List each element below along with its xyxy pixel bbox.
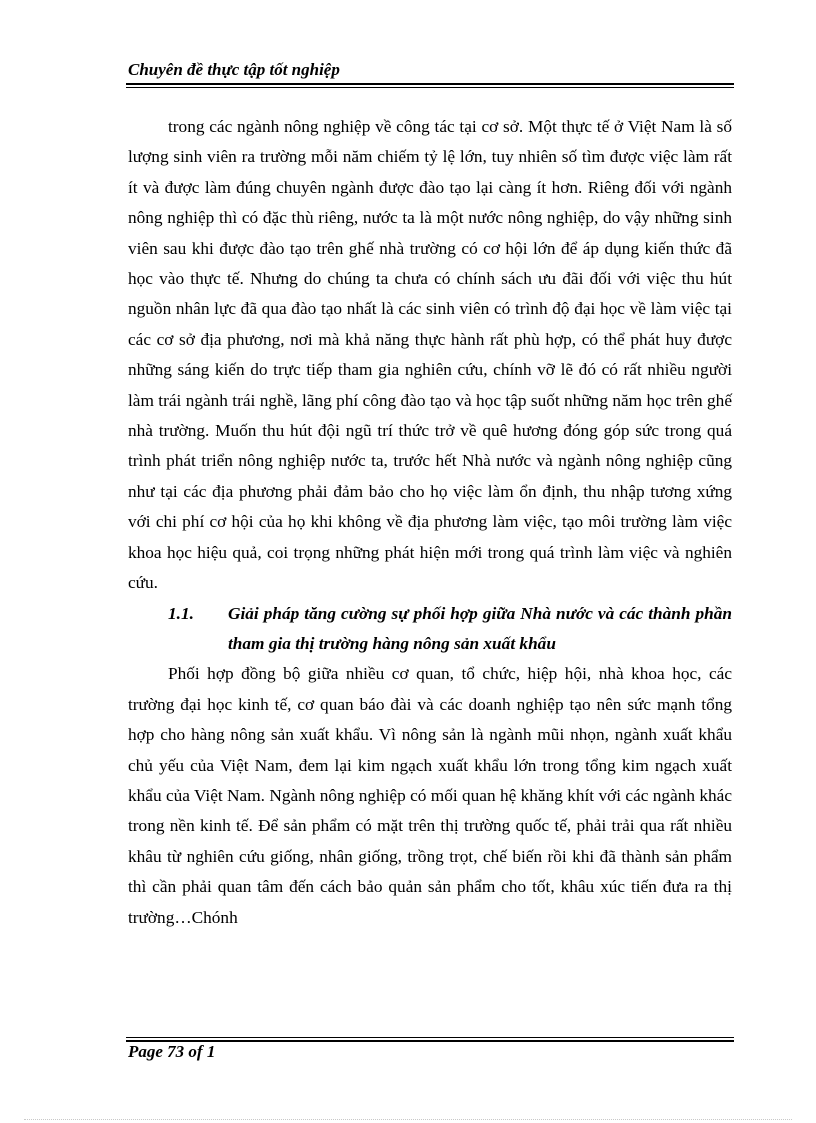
page-header-title: Chuyên đề thực tập tốt nghiệp <box>128 60 340 79</box>
header-rule <box>126 83 734 88</box>
page-bottom-border <box>24 1119 792 1120</box>
footer-rule <box>126 1037 734 1042</box>
section-number: 1.1. <box>168 603 194 623</box>
section-title: Giải pháp tăng cường sự phối hợp giữa Nhà nước và các thành phần tham gia thị trường hàng nông sản xuất khẩu <box>228 603 732 653</box>
page-number-footer: Page 73 of 1 <box>128 1042 216 1061</box>
section-heading <box>128 599 732 660</box>
body-paragraph: Phối hợp đồng bộ giữa nhiều cơ quan, tổ chức, hiệp hội, nhà khoa học, các trường đại học kinh tế, cơ quan báo đài và các doanh nghiệp tạo nên sức mạnh tổng hợp cho hàng nông sản xuất khẩu. Vì nông sản là ngành mũi nhọn, ngành xuất khẩu chủ yếu của Việt Nam, đem lại kim ngạch xuất khẩu lớn trong tổng kim ngạch xuất khẩu của Việt Nam. Ngành nông nghiệp có mối quan hệ khăng khít với các ngành khác trong nền kinh tế. Để sản phẩm có mặt trên thị trường quốc tế, phải trải qua rất nhiều khâu từ nghiên cứu giống, nhân giống, trồng trọt, chế biến rồi khi đã thành sản phẩm thì cần phải quan tâm đến cách bảo quản sản phẩm cho tốt, khâu xúc tiến đưa ra thị trường…Chónh <box>128 664 732 927</box>
body-paragraph: trong các ngành nông nghiệp về công tác tại cơ sở. Một thực tế ở Việt Nam là số lượng sinh viên ra trường mỗi năm chiếm tỷ lệ lớn, tuy nhiên số tìm được việc làm rất ít và được làm đúng chuyên ngành được đào tạo lại càng ít hơn. Riêng đối với ngành nông nghiệp thì có đặc thù riêng, nước ta là một nước nông nghiệp, do vậy những sinh viên sau khi được đào tạo trên ghế nhà trường có cơ hội lớn để áp dụng kiến thức đã học vào thực tế. Nhưng do chúng ta chưa có chính sách ưu đãi đối với việc thu hút nguồn nhân lực đã qua đào tạo nhất là các sinh viên có trình độ đại học về làm việc tại các cơ sở địa phương, nơi mà khả năng thực hành rất phù hợp, có thể phát huy được những sáng kiến do trực tiếp tham gia nghiên cứu, chính vỡ lẽ đó có rất nhiều người làm trái ngành trái nghề, lãng phí công đào tạo và học tập suốt những năm học trên ghế nhà trường. Muốn thu hút đội ngũ trí thức trở về quê hương đóng góp sức trong quá trình phát triển nông nghiệp nước ta, trước hết Nhà nước và ngành nông nghiệp cũng như tại các địa phương phải đảm bảo cho họ việc làm ổn định, thu nhập tương xứng với chi phí cơ hội của họ khi không về địa phương làm việc, tạo môi trường làm việc khoa học hiệu quả, coi trọng những phát hiện mới trong quá trình làm việc và nghiên cứu. <box>128 117 732 593</box>
body-text <box>128 112 732 933</box>
